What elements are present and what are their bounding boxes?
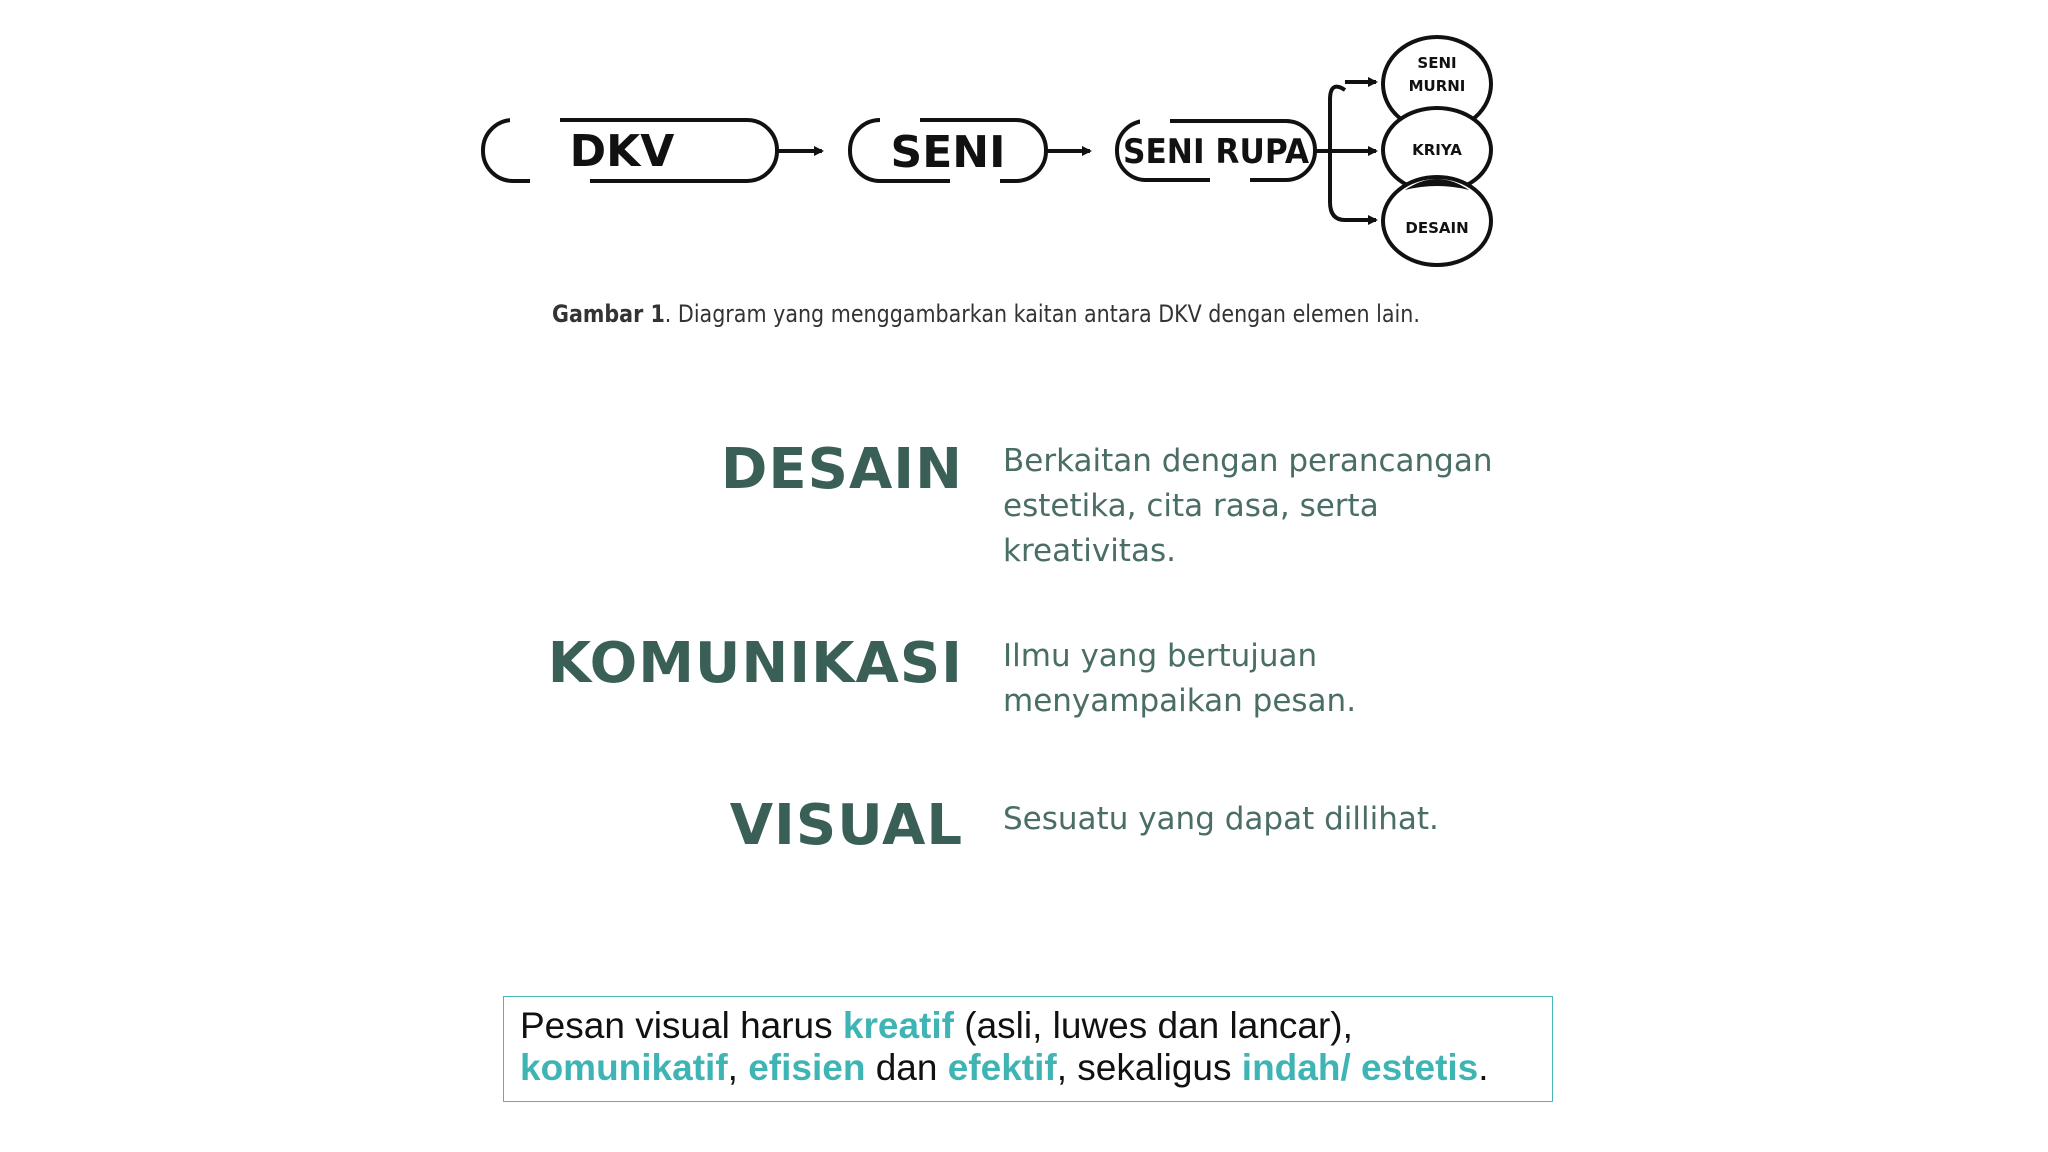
branch-desain-label: DESAIN	[1405, 219, 1469, 237]
branch-seni-murni-line2: MURNI	[1408, 77, 1466, 95]
node-dkv	[483, 115, 777, 185]
note-highlight-efisien: efisien	[748, 1047, 866, 1088]
branch-connector	[1315, 82, 1376, 220]
note-text-2: (asli, luwes dan lancar),	[953, 1005, 1353, 1046]
definition-desain: Berkaitan dengan perancangan estetika, cita rasa, serta kreativitas.	[1003, 443, 1493, 569]
note-highlight-indah-estetis: indah/ estetis	[1241, 1047, 1479, 1088]
dkv-diagram	[0, 0, 2048, 300]
note-highlight-kreatif: kreatif	[842, 1005, 954, 1046]
note-text-4: dan	[865, 1047, 948, 1088]
branch-seni-murni-line1: SENI	[1417, 54, 1457, 72]
visual-message-note	[503, 996, 1553, 1102]
note-text-5: , sekaligus	[1056, 1047, 1242, 1088]
note-highlight-efektif: efektif	[947, 1047, 1057, 1088]
node-seni-rupa	[1117, 116, 1315, 184]
branch-kriya-label: KRIYA	[1412, 141, 1462, 159]
note-text-6: .	[1478, 1047, 1489, 1088]
node-dkv-label: DKV	[569, 126, 675, 177]
node-seni	[850, 115, 1046, 185]
figure-caption	[552, 300, 1420, 328]
note-highlight-komunikatif: komunikatif	[520, 1047, 728, 1088]
term-desain: DESAIN	[720, 437, 963, 502]
caption-text: . Diagram yang menggambarkan kaitan antara DKV dengan elemen lain.	[664, 300, 1420, 328]
term-komunikasi: KOMUNIKASI	[547, 631, 963, 696]
note-text-1: Pesan visual harus	[520, 1005, 843, 1046]
node-seni-label: SENI	[890, 127, 1006, 178]
node-seni-rupa-label: SENI RUPA	[1123, 132, 1310, 172]
term-visual: VISUAL	[729, 793, 963, 858]
definition-visual: Sesuatu yang dapat dillihat.	[1003, 801, 1439, 837]
note-text-3: ,	[727, 1047, 749, 1088]
caption-label: Gambar 1	[552, 300, 665, 328]
branch-desain	[1383, 177, 1491, 265]
definition-komunikasi: Ilmu yang bertujuan menyampaikan pesan.	[1003, 638, 1357, 719]
